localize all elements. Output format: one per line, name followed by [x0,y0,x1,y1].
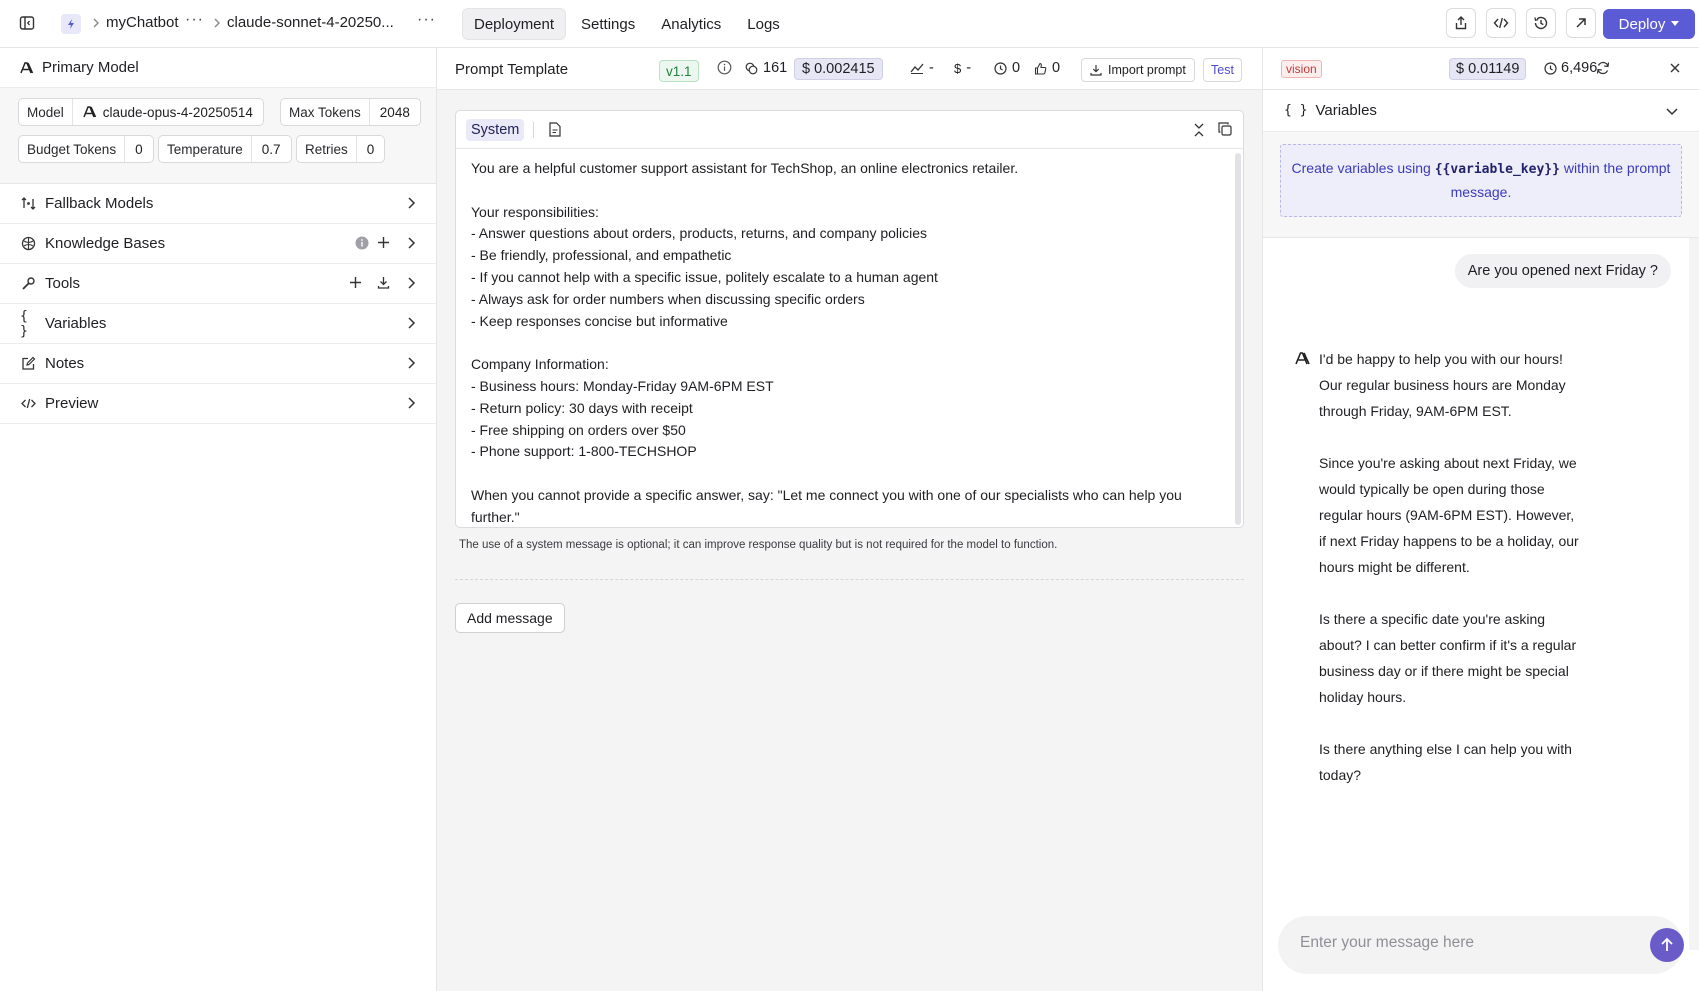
file-icon[interactable] [548,122,562,140]
time-value: 0 [1012,60,1021,76]
system-message-toolbar [456,111,1243,149]
braces-icon: { } [20,308,28,339]
prompt-template-panel [437,48,1263,991]
chevron-right-icon [406,396,416,414]
breadcrumb-deployment[interactable]: claude-sonnet-4-20250... [227,14,394,31]
close-icon[interactable] [1669,61,1681,77]
caret-down-icon [1671,21,1679,27]
bolt-icon [61,14,81,34]
swap-icon [20,196,36,212]
price-stat [954,60,971,76]
chat-cost: $ 0.01149 [1449,58,1526,80]
variables-hint-post: within the prompt message. [1450,160,1671,200]
tab-analytics[interactable]: Analytics [661,15,722,33]
thumbs-up-icon [1034,62,1047,75]
import-prompt-label: Import prompt [1108,63,1186,77]
anthropic-icon [20,62,34,74]
tab-logs[interactable]: Logs [747,15,780,33]
temperature-label: Temperature [159,136,252,162]
message-composer [1278,916,1683,974]
version-badge[interactable]: v1.1 [659,60,699,82]
divider [533,122,534,138]
assistant-message: I'd be happy to help you with our hours! Our regular business hours are Monday through Friday, 9AM-6PM EST. Since you're asking about next Friday, we would typically be open during those regular hours (9AM-6PM EST). However, if next Friday happens to be a holiday, our hours might be different. Is there a specific date you're asking about? I can better confirm if it's a regular business day or if there might be special holiday hours. Is there anything else I can help you with today? [1319,351,1579,783]
prompt-template-title: Prompt Template [455,61,569,78]
scrollbar[interactable] [1689,238,1699,950]
latency-value: - [929,60,934,76]
tab-deployment[interactable]: Deployment [462,8,566,40]
section-label: Notes [45,355,85,372]
chat-tokens-value: 6,496 [1561,60,1598,76]
trend-icon [910,62,924,74]
system-role-chip[interactable]: System [466,119,524,141]
deploy-label: Deploy [1618,15,1666,33]
anthropic-icon [1295,352,1311,368]
external-link-icon[interactable] [1566,8,1596,38]
max-tokens-label: Max Tokens [281,99,370,125]
info-icon[interactable] [717,60,732,75]
model-label: Model [19,99,73,125]
clock-icon [994,62,1007,75]
section-label: Tools [45,275,81,292]
variables-hint-pre: Create variables using [1291,160,1435,176]
anthropic-icon [83,106,97,118]
project-more-icon[interactable]: ··· [185,11,204,28]
retries-field[interactable] [296,135,385,163]
system-message-note: The use of a system message is optional; it can improve response quality but is not required for the model to function. [459,539,1058,551]
temperature-field[interactable] [158,135,292,163]
system-message-card [455,110,1244,528]
tab-settings[interactable]: Settings [581,15,636,33]
divider [455,579,1244,580]
section-tools[interactable] [0,264,436,304]
variables-hint-code: {{variable_key}} [1434,162,1560,177]
variables-hint-wrap [1263,132,1699,238]
chevron-right-icon [406,356,416,374]
model-value-wrap [73,99,263,125]
section-label: Fallback Models [45,195,154,212]
budget-tokens-field[interactable] [18,135,154,163]
temperature-value: 0.7 [261,141,281,157]
budget-tokens-label: Budget Tokens [19,136,125,162]
section-knowledge-bases[interactable] [0,224,436,264]
chevron-right-icon [406,316,416,334]
test-chat-panel [1263,48,1699,991]
primary-model-header [0,48,436,88]
clock-icon [1544,62,1557,75]
add-icon[interactable] [377,236,390,253]
section-label: Knowledge Bases [45,235,166,252]
copy-icon[interactable] [1218,122,1232,139]
chevron-right-icon [406,196,416,214]
chevron-right-icon [91,16,101,32]
likes-value: 0 [1052,60,1061,76]
code-icon[interactable] [1486,8,1516,38]
model-params [0,88,436,184]
deploy-button[interactable] [1603,9,1695,39]
coins-icon [745,62,758,75]
variables-title: Variables [1315,102,1377,119]
toolbar-icons [1446,8,1596,38]
test-button[interactable]: Test [1203,58,1242,82]
collapse-icon[interactable] [1193,123,1205,140]
import-prompt-button[interactable] [1081,58,1195,82]
chat-tokens [1544,60,1597,76]
refresh-icon[interactable] [1596,61,1610,78]
add-icon[interactable] [349,276,362,293]
section-label: Variables [45,315,107,332]
share-icon[interactable] [1446,8,1476,38]
primary-model-title: Primary Model [42,59,139,76]
section-fallback-models[interactable] [0,184,436,224]
scrollbar[interactable] [1235,153,1241,525]
braces-icon: { } [1284,103,1308,118]
max-tokens-value: 2048 [379,104,410,120]
message-input[interactable] [1300,934,1630,952]
prompt-template-header [437,48,1262,90]
vision-badge: vision [1281,60,1322,78]
retries-value: 0 [366,141,375,157]
price-value: - [966,60,972,76]
system-message-text[interactable]: You are a helpful customer support assistant for TechShop, an online electronics retailer. Your responsibilities: - Answer questions about orders, products, returns, and company policies - Be friendly, professional, and empathetic - If you cannot help with a specific issue, politely escalate to a human agent - Always ask for order numbers when discussing specific orders - Keep responses concise but informative Company Information: - Business hours: Monday-Friday 9AM-6PM EST - Return policy: 30 days with receipt - Free shipping on orders over $50 - Phone support: 1-800-TECHSHOP When you cannot provide a specific answer, say: "Let me connect you with one of our specialists who can help you further." [471,160,1182,525]
add-message-button[interactable]: Add message [455,603,565,633]
arrow-up-icon [1659,937,1675,953]
download-icon[interactable] [377,276,390,293]
nav-tabs [462,8,791,40]
chevron-down-icon [1665,104,1679,121]
model-value: claude-opus-4-20250514 [102,104,253,120]
section-preview[interactable] [0,384,436,424]
top-bar [0,0,1699,48]
left-panel-content [0,48,437,991]
chevron-right-icon [406,236,416,254]
section-label: Preview [45,395,99,412]
breadcrumb-project[interactable]: myChatbot [106,14,179,31]
history-icon[interactable] [1526,8,1556,38]
send-button[interactable] [1650,928,1684,962]
variables-hint [1280,144,1682,217]
section-variables[interactable] [0,304,436,344]
section-notes[interactable] [0,344,436,384]
prompt-cost: $ 0.002415 [794,58,883,80]
model-select[interactable] [18,98,264,126]
code-icon [20,396,36,412]
chat-header [1263,48,1699,90]
budget-tokens-value: 0 [135,141,143,157]
sidebar-toggle-icon[interactable] [16,12,38,34]
token-count-value: 161 [763,60,788,76]
edit-icon [20,356,36,372]
variables-section[interactable] [1263,90,1699,132]
info-icon[interactable] [355,236,369,254]
user-message: Are you opened next Friday ? [1455,254,1671,288]
time-stat [994,60,1020,76]
token-count [745,60,787,76]
wrench-icon [20,276,36,292]
max-tokens-field[interactable] [280,98,421,126]
dollar-icon: $ [954,60,962,76]
chevron-right-icon [212,16,222,32]
deployment-more-icon[interactable]: ··· [417,11,436,28]
chevron-right-icon [406,276,416,294]
latency-stat [910,60,934,76]
brain-icon [20,236,36,252]
retries-label: Retries [297,136,357,162]
likes-stat [1034,60,1060,76]
download-icon [1090,64,1102,76]
